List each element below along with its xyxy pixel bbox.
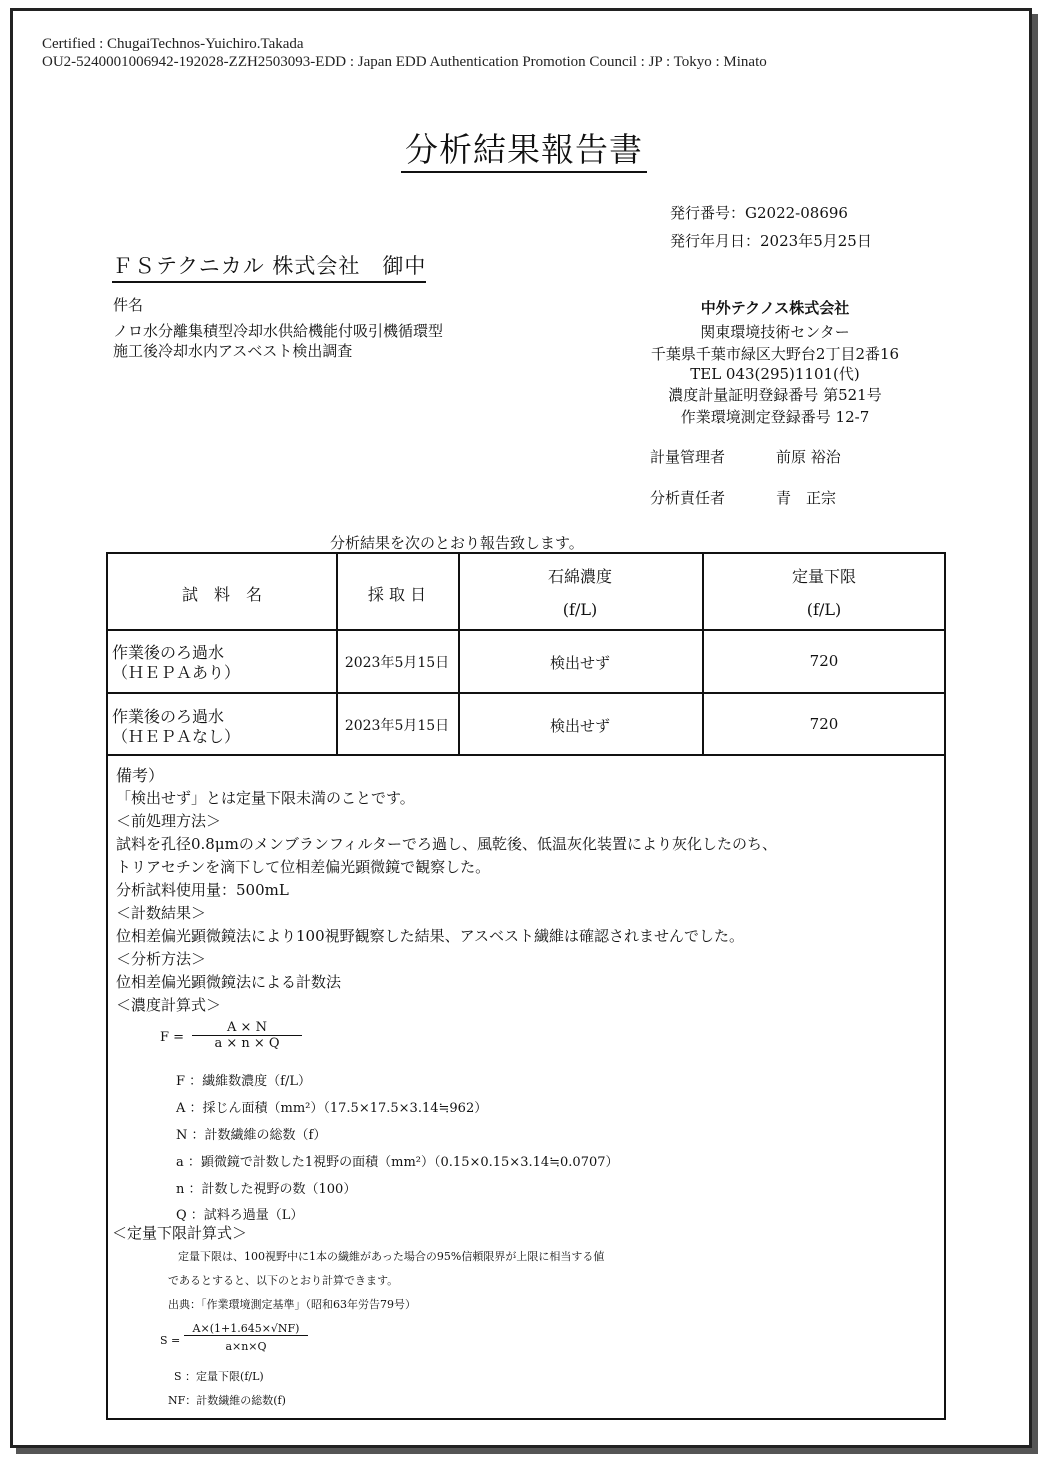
results-table [106, 552, 946, 1420]
header-limit-unit: (f/L) [806, 600, 842, 619]
count-result-text: 位相差偏光顕微鏡法により100視野観察した結果、アスベスト繊維は確認されませんでした。 [116, 927, 745, 945]
formula-s-lhs: S = [160, 1334, 181, 1347]
header-quantitation-limit: 定量下限 [791, 567, 856, 586]
limit-source: 出典：「作業環境測定基準」（昭和63年労告79号） [168, 1298, 416, 1311]
issuer-company: 中外テクノス株式会社 [700, 299, 850, 317]
header-asbestos-concentration: 石綿濃度 [547, 567, 612, 586]
section-title: ＜計数結果＞ [116, 904, 207, 922]
issuer-registration-1: 濃度計量証明登録番号 第521号 [668, 386, 882, 404]
remarks-title: 備考） [116, 766, 165, 785]
section-title: ＜分析方法＞ [116, 950, 207, 968]
header-concentration-unit: (f/L) [562, 600, 598, 619]
section-title: ＜濃度計算式＞ [116, 996, 222, 1014]
certificate-line-2: OU2-5240001006942-192028-ZZH2503093-EDD : Japan EDD Authentication Promotion Council : JP : Tokyo : Minato [42, 54, 767, 70]
table-rule [108, 754, 944, 756]
formula-f-lhs: F = [160, 1030, 185, 1045]
formula-s-definition: NF：計数繊維の総数(f) [168, 1394, 286, 1407]
header-sample-name: 試 料 名 [181, 585, 262, 604]
limit-explanation: 定量下限は、100視野中に1本の繊維があった場合の95%信頼限界が上限に相当する値 [178, 1250, 605, 1263]
method-text: 位相差偏光顕微鏡法による計数法 [116, 973, 342, 991]
row-sample-name: 作業後のろ過水 [112, 643, 225, 662]
signatory-name: 前原 裕治 [776, 448, 841, 466]
row-sampling-date: 2023年5月15日 [344, 655, 450, 671]
subject-label: 件名 [113, 296, 144, 314]
formula-s-definition: S ：定量下限(f/L) [174, 1370, 264, 1383]
subject-line-1: ノロ水分離集積型冷却水供給機能付吸引機循環型 [113, 322, 444, 340]
signatory-role: 分析責任者 [650, 489, 726, 507]
row-sampling-date: 2023年5月15日 [344, 718, 450, 734]
issuer-center: 関東環境技術センター [700, 323, 850, 341]
row-sample-note: （ＨＥＰＡあり） [112, 663, 241, 682]
issuer-address: 千葉県千葉市緑区大野台2丁目2番16 [650, 345, 900, 363]
pretreatment-text: トリアセチンを滴下して位相差偏光顕微鏡で観察した。 [116, 858, 491, 876]
limit-explanation: であるとすると、以下のとおり計算できます。 [168, 1274, 399, 1287]
formula-f-definition: N ：計数繊維の総数（f） [176, 1128, 327, 1143]
addressee: ＦＳテクニカル 株式会社 御中 [112, 250, 426, 283]
certificate-line-1: Certified : ChugaiTechnos-Yuichiro.Takada [42, 36, 304, 52]
table-rule [108, 692, 944, 694]
report-intro: 分析結果を次のとおり報告致します。 [330, 534, 584, 552]
formula-f-definition: A ：採じん面積（mm²）（17.5×17.5×3.14≒962） [176, 1101, 488, 1116]
formula-f-definition: Q ：試料ろ過量（L） [176, 1208, 304, 1223]
header-sampling-date: 採 取 日 [367, 585, 427, 604]
formula-f-definition: n ：計数した視野の数（100） [176, 1182, 357, 1197]
issuer-tel: TEL 043(295)1101(代) [690, 365, 860, 383]
signatory-role: 計量管理者 [650, 448, 726, 466]
row-limit: 720 [809, 652, 839, 670]
formula-f-fraction [192, 1020, 302, 1051]
table-rule [108, 629, 944, 631]
signatory-name: 青 正宗 [776, 489, 837, 507]
formula-f-numerator: A × N [227, 1020, 267, 1035]
pretreatment-text: 試料を孔径0.8μmのメンブランフィルターでろ過し、風乾後、低温灰化装置により灰化したのち、 [116, 835, 778, 853]
section-title: ＜前処理方法＞ [116, 812, 222, 830]
row-concentration: 検出せず [549, 717, 610, 735]
formula-f-denominator: a × n × Q [192, 1035, 302, 1051]
row-sample-note: （ＨＥＰＡなし） [112, 727, 241, 746]
issuer-registration-2: 作業環境測定登録番号 12-7 [680, 408, 870, 426]
formula-f-definition: F ：繊維数濃度（f/L） [176, 1074, 311, 1089]
sample-volume: 分析試料使用量：500mL [116, 881, 289, 899]
subject-line-2: 施工後冷却水内アスベスト検出調査 [113, 342, 353, 360]
page-title: 分析結果報告書 [0, 124, 1048, 171]
issue-date: 発行年月日：2023年5月25日 [670, 232, 872, 250]
section-title: ＜定量下限計算式＞ [112, 1224, 248, 1242]
row-concentration: 検出せず [549, 654, 610, 672]
remarks-section [116, 764, 777, 1017]
formula-s-numerator: A×(1+1.645×√NF) [192, 1322, 300, 1335]
row-sample-name: 作業後のろ過水 [112, 707, 225, 726]
remark-text: 「検出せず」とは定量下限未満のことです。 [116, 789, 415, 807]
issue-number: 発行番号：G2022-08696 [670, 204, 848, 222]
formula-f-definition: a ：顕微鏡で計数した1視野の面積（mm²）（0.15×0.15×3.14≒0.0707） [176, 1155, 619, 1170]
row-limit: 720 [809, 715, 839, 733]
formula-s-fraction [184, 1322, 308, 1353]
formula-s-denominator: a×n×Q [184, 1335, 308, 1353]
